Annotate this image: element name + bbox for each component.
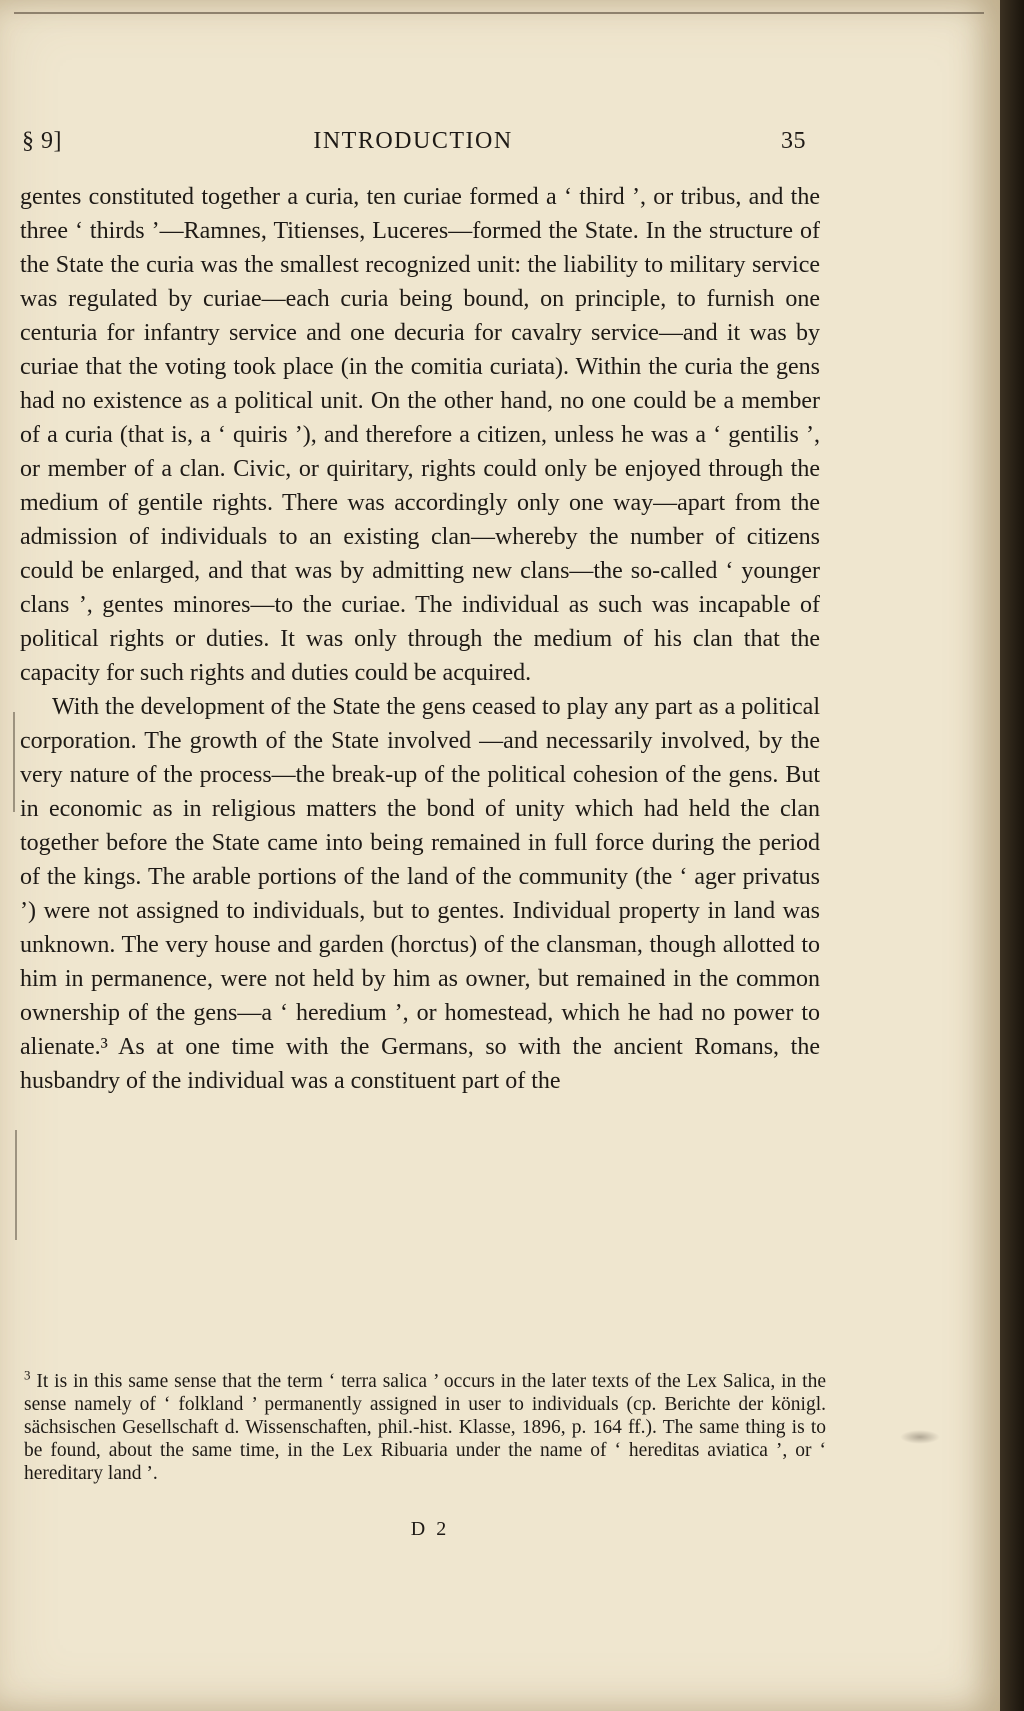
signature-mark: D 2 <box>410 1518 450 1540</box>
footnote <box>24 1367 827 1485</box>
running-title: INTRODUCTION <box>313 128 513 154</box>
ink-smudge <box>900 1430 940 1444</box>
page-number: 35 <box>781 128 806 154</box>
paragraph-1: gentes constituted together a curia, ten curiae formed a ‘ third ’, or tribus, and the three ‘ thirds ’—Ramnes, Titienses, Luceres—formed the State. In the structure of the State the curia was the smallest recognized unit: the liability to military service was regulated by curiae—each curia being bound, on principle, to furnish one centuria for infantry service and one decuria for cavalry service—and it was by curiae that the voting took place (in the comitia curiata). Within the curia the gens had no existence as a political unit. On the other hand, no one could be a member of a curia (that is, a ‘ quiris ’), and therefore a citizen, unless he was a ‘ gentilis ’, or member of a clan. Civic, or quiritary, rights could only be enjoyed through the medium of gentile rights. There was accordingly only one way—apart from the admission of individuals to an existing clan—whereby the number of citizens could be enlarged, and that was by admitting new clans—the so-called ‘ younger clans ’, gentes minores—to the curiae. The individual as such was incapable of political rights or duties. It was only through the medium of his clan that the capacity for such rights and duties could be acquired. <box>20 184 820 686</box>
paragraph-2: With the development of the State the gens ceased to play any part as a political corporation. The growth of the State involved —and necessarily involved, by the very nature of the process—the break-up of the political cohesion of the gens. But in economic as in religious matters the bond of unity which had held the clan together before the State came into being remained in full force during the period of the kings. The arable portions of the land of the community (the ‘ ager privatus ’) were not assigned to individuals, but to gentes. Individual property in land was unknown. The very house and garden (horctus) of the clansman, though allotted to him in permanence, were not held by him as owner, but remained in the common ownership of the gens—a ‘ heredium ’, or homestead, which he had no power to alienate.³ As at one time with the Germans, so with the ancient Romans, the husbandry of the individual was a constituent part of the <box>20 694 820 1094</box>
body-text <box>20 180 820 1098</box>
running-header <box>20 128 806 162</box>
pencil-margin-mark <box>15 1130 17 1240</box>
section-marker: § 9] <box>22 128 62 154</box>
pencil-margin-mark <box>13 712 15 812</box>
page-edge-shadow <box>1000 0 1024 1711</box>
top-rule <box>14 12 984 14</box>
footnote-marker: 3 <box>24 1367 31 1383</box>
footnote-text: It is in this same sense that the term ‘ terra salica ’ occurs in the later texts of the Lex Salica, in the sense namely of ‘ folkland ’ permanently assigned in user to individuals (cp. Berichte der königl. sächsischen Gesellschaft d. Wissenschaften, phil.-hist. Klasse, 1896, p. 164 ff.). The same thing is to be found, about the same time, in the Lex Ribuaria under the name of ‘ hereditas aviatica ’, or ‘ hereditary land ’. <box>24 1371 827 1484</box>
